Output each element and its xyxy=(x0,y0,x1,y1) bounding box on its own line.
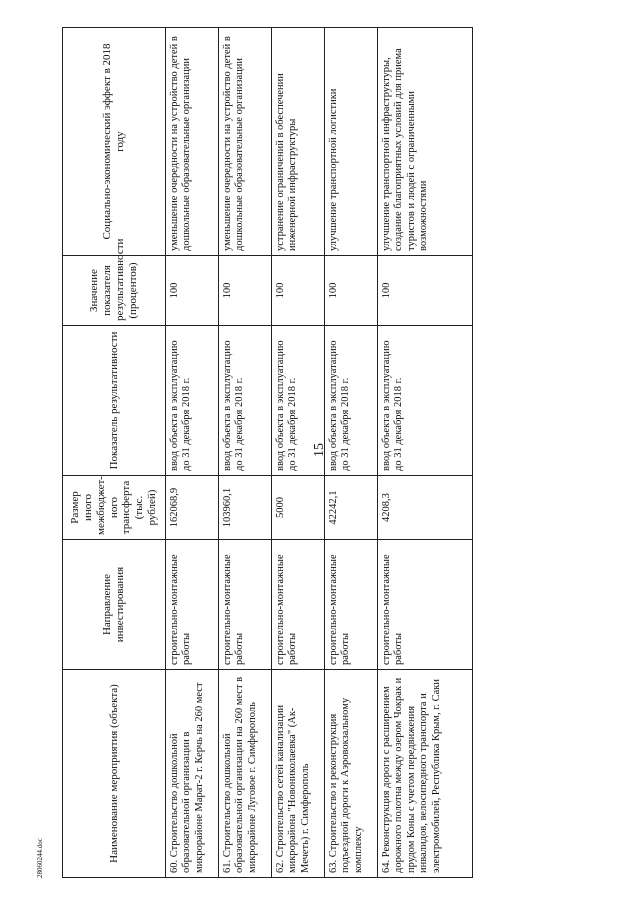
header-name: Наименование мероприятия (объекта) xyxy=(63,670,166,878)
row-direction: строительно-монтажные работы xyxy=(378,540,473,670)
document-code: 28060244.doc xyxy=(36,838,44,878)
header-value: Значение показателя результативности (процентов) xyxy=(63,256,166,326)
header-indicator: Показатель результативности xyxy=(63,326,166,476)
row-indicator: ввод объекта в эксплуатацию до 31 декабря 2018 г. xyxy=(272,326,325,476)
row-amount: 5000 xyxy=(272,476,325,540)
row-effect: улучшение транспортной инфраструктуры, создание благоприятных условий для приема туристов и людей с ограниченными возможностями xyxy=(378,28,473,256)
row-name: 64. Реконструкция дороги с расширением дорожного полотна между озером Чокрак и прудом Коны с учетом передвижения инвалидов, велосипедного транспорта и электромобилей, Республика Крым, г. Саки xyxy=(378,670,473,878)
row-amount: 42242,1 xyxy=(325,476,378,540)
row-value: 100 xyxy=(325,256,378,326)
header-effect: Социально-экономический эффект в 2018 году xyxy=(63,28,166,256)
table-row xyxy=(378,28,473,878)
row-direction: строительно-монтажные работы xyxy=(166,540,219,670)
row-value: 100 xyxy=(378,256,473,326)
row-effect: уменьшение очередности на устройство детей в дошкольные образовательные организации xyxy=(166,28,219,256)
row-indicator: ввод объекта в эксплуатацию до 31 декабря 2018 г. xyxy=(219,326,272,476)
header-amount: Размер иного межбюджет-ного трансферта (тыс. рублей) xyxy=(63,476,166,540)
row-name: 63. Строительство и реконструкция подъездной дороги к Аэровокзальному комплексу xyxy=(325,670,378,878)
rotated-page xyxy=(62,28,622,878)
row-name: 62. Строительство сетей канализации микрорайона "Новониколаевка" (Ак-Мечеть) г. Симферополь xyxy=(272,670,325,878)
page-number: 15 xyxy=(312,443,327,457)
row-effect: устранение ограничений в обеспечении инженерной инфраструктуры xyxy=(272,28,325,256)
table-header-row xyxy=(63,28,166,878)
row-value: 100 xyxy=(272,256,325,326)
row-direction: строительно-монтажные работы xyxy=(325,540,378,670)
row-name: 61. Строительство дошкольной образовательной организации на 260 мест в микрорайоне Луговое г. Симферополь xyxy=(219,670,272,878)
row-name: 60. Строительство дошкольной образовательной организации в микрорайоне Марат-2 г. Керчь на 260 мест xyxy=(166,670,219,878)
header-direction: Направление инвестирования xyxy=(63,540,166,670)
table-row xyxy=(166,28,219,878)
table-row xyxy=(272,28,325,878)
row-indicator: ввод объекта в эксплуатацию до 31 декабря 2018 г. xyxy=(378,326,473,476)
row-amount: 4208,3 xyxy=(378,476,473,540)
row-value: 100 xyxy=(219,256,272,326)
row-direction: строительно-монтажные работы xyxy=(219,540,272,670)
row-effect: уменьшение очередности на устройство детей в дошкольные образовательные организации xyxy=(219,28,272,256)
row-indicator: ввод объекта в эксплуатацию до 31 декабря 2018 г. xyxy=(166,326,219,476)
table-row xyxy=(325,28,378,878)
row-effect: улучшение транспортной логистики xyxy=(325,28,378,256)
row-amount: 162068,9 xyxy=(166,476,219,540)
row-indicator: ввод объекта в эксплуатацию до 31 декабря 2018 г. xyxy=(325,326,378,476)
row-value: 100 xyxy=(166,256,219,326)
row-amount: 103960,1 xyxy=(219,476,272,540)
table-row xyxy=(219,28,272,878)
investment-table xyxy=(62,27,473,878)
row-direction: строительно-монтажные работы xyxy=(272,540,325,670)
